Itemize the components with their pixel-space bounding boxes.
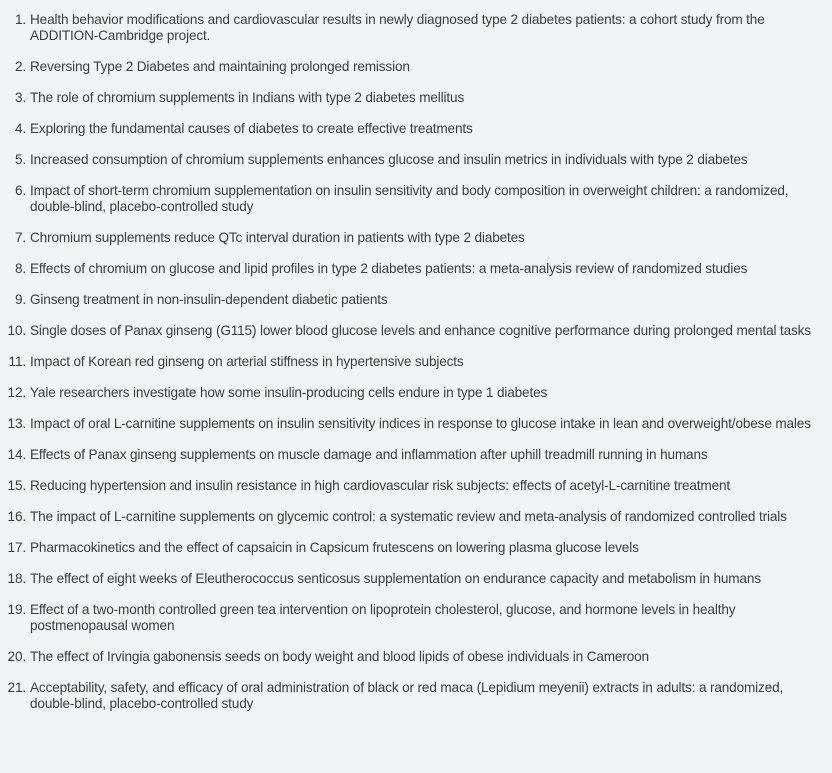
- reference-title: The role of chromium supplements in Indians with type 2 diabetes mellitus: [30, 90, 465, 105]
- reference-item: [0, 152, 820, 168]
- reference-item: [0, 680, 820, 712]
- reference-item: [0, 649, 820, 665]
- reference-number: 17.: [7, 540, 26, 555]
- reference-item: [0, 59, 820, 75]
- reference-number: 1.: [14, 12, 26, 27]
- reference-number: 10.: [7, 323, 26, 338]
- reference-title: The effect of eight weeks of Eleutherococcus senticosus supplementation on endurance capacity and metabolism in humans: [30, 571, 761, 586]
- reference-title: Chromium supplements reduce QTc interval duration in patients with type 2 diabetes: [30, 230, 525, 245]
- reference-number: 18.: [7, 571, 26, 586]
- reference-item: [0, 261, 820, 277]
- reference-number: 8.: [14, 261, 26, 276]
- reference-title: Effect of a two-month controlled green tea intervention on lipoprotein cholesterol, glucose, and hormone levels in healthy postmenopausal women: [30, 602, 736, 633]
- reference-title: Pharmacokinetics and the effect of capsaicin in Capsicum frutescens on lowering plasma glucose levels: [30, 540, 639, 555]
- reference-item: [0, 323, 820, 339]
- reference-number: 21.: [7, 680, 26, 695]
- reference-number: 6.: [14, 183, 26, 198]
- reference-number: 14.: [7, 447, 26, 462]
- reference-title: Health behavior modifications and cardiovascular results in newly diagnosed type 2 diabetes patients: a cohort study from the ADDITION-Cambridge project.: [30, 12, 765, 43]
- reference-item: [0, 571, 820, 587]
- reference-item: [0, 509, 820, 525]
- reference-number: 12.: [7, 385, 26, 400]
- reference-item: [0, 90, 820, 106]
- reference-number: 20.: [7, 649, 26, 664]
- reference-title: Reversing Type 2 Diabetes and maintaining prolonged remission: [30, 59, 410, 74]
- reference-number: 2.: [14, 59, 26, 74]
- reference-number: 13.: [7, 416, 26, 431]
- reference-title: Effects of Panax ginseng supplements on muscle damage and inflammation after uphill treadmill running in humans: [30, 447, 708, 462]
- reference-item: [0, 602, 820, 634]
- reference-title: Yale researchers investigate how some insulin-producing cells endure in type 1 diabetes: [30, 385, 548, 400]
- reference-title: The effect of Irvingia gabonensis seeds on body weight and blood lipids of obese individuals in Cameroon: [30, 649, 649, 664]
- reference-item: [0, 478, 820, 494]
- reference-number: 15.: [7, 478, 26, 493]
- reference-item: [0, 230, 820, 246]
- reference-number: 3.: [14, 90, 26, 105]
- reference-title: Impact of short-term chromium supplementation on insulin sensitivity and body composition in overweight children: a randomized, double-blind, placebo-controlled study: [30, 183, 789, 214]
- reference-number: 19.: [7, 602, 26, 617]
- reference-number: 7.: [14, 230, 26, 245]
- reference-title: Impact of Korean red ginseng on arterial stiffness in hypertensive subjects: [30, 354, 464, 369]
- reference-list: [0, 12, 820, 712]
- reference-item: [0, 12, 820, 44]
- reference-item: [0, 447, 820, 463]
- reference-number: 9.: [14, 292, 26, 307]
- reference-title: Reducing hypertension and insulin resistance in high cardiovascular risk subjects: effects of acetyl-L-carnitine treatment: [30, 478, 731, 493]
- reference-title: Acceptability, safety, and efficacy of oral administration of black or red maca (Lepidium meyenii) extracts in adults: a randomized, double-blind, placebo-controlled study: [30, 680, 784, 711]
- reference-item: [0, 292, 820, 308]
- reference-item: [0, 183, 820, 215]
- reference-number: 4.: [14, 121, 26, 136]
- reference-number: 11.: [8, 354, 26, 369]
- reference-number: 5.: [14, 152, 26, 167]
- reference-title: Ginseng treatment in non-insulin-dependent diabetic patients: [30, 292, 388, 307]
- reference-item: [0, 385, 820, 401]
- reference-title: Exploring the fundamental causes of diabetes to create effective treatments: [30, 121, 473, 136]
- reference-title: The impact of L-carnitine supplements on glycemic control: a systematic review and meta-analysis of randomized controlled trials: [30, 509, 787, 524]
- reference-title: Increased consumption of chromium supplements enhances glucose and insulin metrics in individuals with type 2 diabetes: [30, 152, 748, 167]
- reference-title: Single doses of Panax ginseng (G115) lower blood glucose levels and enhance cognitive performance during prolonged mental tasks: [30, 323, 811, 338]
- reference-item: [0, 354, 820, 370]
- reference-item: [0, 540, 820, 556]
- reference-title: Effects of chromium on glucose and lipid profiles in type 2 diabetes patients: a meta-analysis review of randomized studies: [30, 261, 748, 276]
- reference-number: 16.: [7, 509, 26, 524]
- reference-item: [0, 121, 820, 137]
- reference-item: [0, 416, 820, 432]
- reference-title: Impact of oral L-carnitine supplements on insulin sensitivity indices in response to glucose intake in lean and overweight/obese males: [30, 416, 811, 431]
